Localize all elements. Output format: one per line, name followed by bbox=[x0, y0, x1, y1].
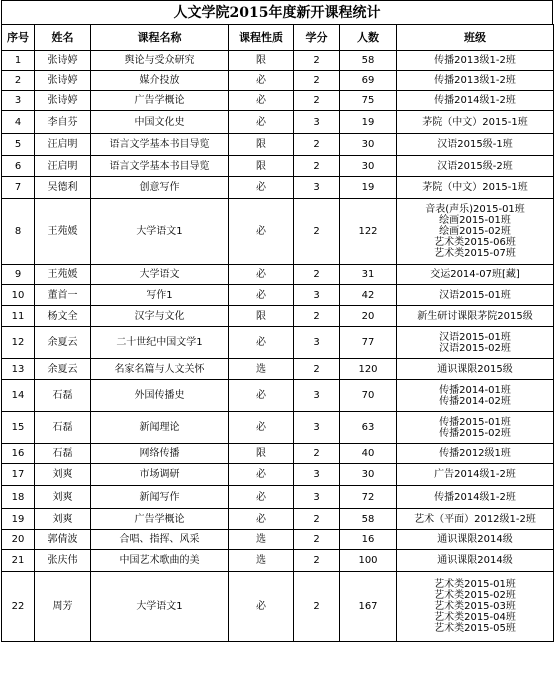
cell-name: 杨文全 bbox=[35, 306, 91, 327]
class-line: 艺术类2015-07班 bbox=[434, 248, 516, 259]
cell-class bbox=[397, 359, 554, 380]
table-row bbox=[2, 464, 554, 486]
table-row bbox=[2, 91, 554, 111]
cell-name: 余夏云 bbox=[35, 327, 91, 359]
table-row bbox=[2, 327, 554, 359]
cell-count: 40 bbox=[340, 444, 397, 464]
cell-course: 广告学概论 bbox=[91, 509, 229, 530]
class-line: 艺术类2015-01班 bbox=[434, 579, 516, 590]
cell-no: 20 bbox=[2, 530, 35, 550]
cell-count: 69 bbox=[340, 71, 397, 91]
class-line: 传播2014-01班 bbox=[439, 384, 511, 396]
table-row bbox=[2, 509, 554, 530]
cell-credit: 2 bbox=[294, 71, 340, 91]
cell-type: 限 bbox=[229, 306, 294, 327]
cell-course: 大学语文1 bbox=[91, 572, 229, 642]
cell-class bbox=[397, 380, 554, 412]
class-line: 汉语2015-02班 bbox=[439, 342, 511, 354]
table-row bbox=[2, 380, 554, 412]
class-line: 绘画2015-02班 bbox=[439, 226, 511, 237]
cell-class bbox=[397, 177, 554, 199]
table-row bbox=[2, 359, 554, 380]
cell-no: 22 bbox=[2, 572, 35, 642]
class-line: 新生研讨课限茅院2015级 bbox=[417, 310, 533, 322]
cell-type: 必 bbox=[229, 464, 294, 486]
cell-type: 限 bbox=[229, 444, 294, 464]
cell-class bbox=[397, 327, 554, 359]
cell-count: 72 bbox=[340, 486, 397, 509]
cell-count: 70 bbox=[340, 380, 397, 412]
cell-course: 网络传播 bbox=[91, 444, 229, 464]
cell-course: 创意写作 bbox=[91, 177, 229, 199]
cell-no: 21 bbox=[2, 550, 35, 572]
cell-course: 汉字与文化 bbox=[91, 306, 229, 327]
cell-count: 42 bbox=[340, 285, 397, 306]
cell-name: 刘爽 bbox=[35, 509, 91, 530]
cell-course: 写作1 bbox=[91, 285, 229, 306]
cell-name: 汪启明 bbox=[35, 156, 91, 177]
class-line: 传播2012级1班 bbox=[439, 448, 511, 459]
cell-credit: 3 bbox=[294, 412, 340, 444]
cell-name: 吴德利 bbox=[35, 177, 91, 199]
cell-no: 5 bbox=[2, 134, 35, 156]
cell-credit: 2 bbox=[294, 509, 340, 530]
cell-credit: 2 bbox=[294, 156, 340, 177]
class-line: 艺术类2015-06班 bbox=[434, 237, 516, 248]
cell-name: 周芳 bbox=[35, 572, 91, 642]
cell-no: 2 bbox=[2, 71, 35, 91]
class-line: 传播2013级1-2班 bbox=[434, 75, 516, 86]
cell-no: 12 bbox=[2, 327, 35, 359]
cell-course: 合唱、指挥、风采 bbox=[91, 530, 229, 550]
cell-course: 媒介投放 bbox=[91, 71, 229, 91]
cell-no: 4 bbox=[2, 111, 35, 134]
class-line: 绘画2015-01班 bbox=[439, 215, 511, 226]
cell-name: 石磊 bbox=[35, 412, 91, 444]
class-line: 茅院（中文）2015-1班 bbox=[422, 116, 528, 128]
cell-type: 必 bbox=[229, 327, 294, 359]
table-row bbox=[2, 134, 554, 156]
header-class: 班级 bbox=[397, 25, 554, 51]
cell-credit: 2 bbox=[294, 199, 340, 265]
header-credit: 学分 bbox=[294, 25, 340, 51]
cell-type: 选 bbox=[229, 550, 294, 572]
cell-type: 必 bbox=[229, 486, 294, 509]
table-row bbox=[2, 572, 554, 642]
cell-type: 选 bbox=[229, 359, 294, 380]
cell-course: 中国艺术歌曲的美 bbox=[91, 550, 229, 572]
table-row bbox=[2, 199, 554, 265]
cell-credit: 3 bbox=[294, 464, 340, 486]
cell-class bbox=[397, 530, 554, 550]
table-row bbox=[2, 156, 554, 177]
header-course: 课程名称 bbox=[91, 25, 229, 51]
cell-no: 7 bbox=[2, 177, 35, 199]
cell-count: 63 bbox=[340, 412, 397, 444]
cell-name: 张庆伟 bbox=[35, 550, 91, 572]
cell-course: 广告学概论 bbox=[91, 91, 229, 111]
cell-class bbox=[397, 51, 554, 71]
table-row bbox=[2, 285, 554, 306]
cell-name: 刘爽 bbox=[35, 486, 91, 509]
header-type: 课程性质 bbox=[229, 25, 294, 51]
cell-no: 1 bbox=[2, 51, 35, 71]
cell-credit: 2 bbox=[294, 444, 340, 464]
cell-no: 19 bbox=[2, 509, 35, 530]
class-line: 通识课限2014级 bbox=[437, 555, 513, 566]
cell-name: 刘爽 bbox=[35, 464, 91, 486]
table-row bbox=[2, 51, 554, 71]
cell-credit: 3 bbox=[294, 327, 340, 359]
cell-count: 19 bbox=[340, 177, 397, 199]
class-line: 艺术类2015-04班 bbox=[434, 612, 516, 623]
header-name: 姓名 bbox=[35, 25, 91, 51]
header-row bbox=[2, 25, 554, 51]
course-statistics-sheet bbox=[1, 0, 553, 642]
cell-class bbox=[397, 509, 554, 530]
cell-count: 20 bbox=[340, 306, 397, 327]
cell-name: 张诗婷 bbox=[35, 51, 91, 71]
cell-no: 15 bbox=[2, 412, 35, 444]
cell-class bbox=[397, 199, 554, 265]
cell-no: 13 bbox=[2, 359, 35, 380]
table-row bbox=[2, 486, 554, 509]
cell-type: 必 bbox=[229, 509, 294, 530]
cell-credit: 2 bbox=[294, 134, 340, 156]
cell-course: 新闻写作 bbox=[91, 486, 229, 509]
table-row bbox=[2, 550, 554, 572]
header-no: 序号 bbox=[2, 25, 35, 51]
cell-type: 必 bbox=[229, 412, 294, 444]
cell-class bbox=[397, 111, 554, 134]
cell-class bbox=[397, 265, 554, 285]
cell-class bbox=[397, 486, 554, 509]
cell-class bbox=[397, 464, 554, 486]
cell-name: 余夏云 bbox=[35, 359, 91, 380]
class-line: 通识课限2015级 bbox=[437, 363, 513, 375]
cell-course: 名家名篇与人文关怀 bbox=[91, 359, 229, 380]
cell-type: 必 bbox=[229, 71, 294, 91]
cell-type: 必 bbox=[229, 177, 294, 199]
cell-class bbox=[397, 550, 554, 572]
cell-type: 必 bbox=[229, 380, 294, 412]
class-line: 汉语2015-01班 bbox=[439, 289, 511, 301]
cell-type: 选 bbox=[229, 530, 294, 550]
cell-credit: 3 bbox=[294, 285, 340, 306]
cell-no: 14 bbox=[2, 380, 35, 412]
table-row bbox=[2, 71, 554, 91]
cell-count: 122 bbox=[340, 199, 397, 265]
cell-count: 30 bbox=[340, 156, 397, 177]
class-line: 传播2014级1-2班 bbox=[434, 95, 516, 106]
cell-count: 77 bbox=[340, 327, 397, 359]
cell-no: 9 bbox=[2, 265, 35, 285]
class-line: 传播2014级1-2班 bbox=[434, 491, 516, 503]
cell-name: 汪启明 bbox=[35, 134, 91, 156]
class-line: 传播2015-02班 bbox=[439, 427, 511, 439]
cell-course: 新闻理论 bbox=[91, 412, 229, 444]
cell-name: 张诗婷 bbox=[35, 91, 91, 111]
cell-no: 11 bbox=[2, 306, 35, 327]
cell-no: 6 bbox=[2, 156, 35, 177]
cell-type: 限 bbox=[229, 156, 294, 177]
cell-name: 石磊 bbox=[35, 444, 91, 464]
cell-name: 李自芬 bbox=[35, 111, 91, 134]
cell-credit: 2 bbox=[294, 550, 340, 572]
cell-credit: 2 bbox=[294, 306, 340, 327]
cell-class bbox=[397, 91, 554, 111]
class-line: 艺术（平面）2012级1-2班 bbox=[414, 513, 536, 525]
table-row bbox=[2, 412, 554, 444]
cell-class bbox=[397, 444, 554, 464]
cell-count: 75 bbox=[340, 91, 397, 111]
cell-course: 舆论与受众研究 bbox=[91, 51, 229, 71]
cell-credit: 2 bbox=[294, 51, 340, 71]
table-row bbox=[2, 265, 554, 285]
cell-name: 张诗婷 bbox=[35, 71, 91, 91]
course-table bbox=[1, 24, 554, 642]
cell-no: 8 bbox=[2, 199, 35, 265]
cell-credit: 3 bbox=[294, 486, 340, 509]
cell-course: 大学语文 bbox=[91, 265, 229, 285]
cell-course: 中国文化史 bbox=[91, 111, 229, 134]
cell-name: 王苑媛 bbox=[35, 199, 91, 265]
cell-course: 市场调研 bbox=[91, 464, 229, 486]
cell-class bbox=[397, 412, 554, 444]
cell-credit: 2 bbox=[294, 265, 340, 285]
cell-credit: 2 bbox=[294, 359, 340, 380]
cell-class bbox=[397, 134, 554, 156]
sheet-title: 人文学院2015年度新开课程统计 bbox=[1, 0, 553, 24]
header-count: 人数 bbox=[340, 25, 397, 51]
cell-count: 120 bbox=[340, 359, 397, 380]
class-line: 汉语2015级-1班 bbox=[437, 139, 513, 150]
class-line: 传播2014-02班 bbox=[439, 395, 511, 407]
class-line: 汉语2015级-2班 bbox=[437, 160, 513, 172]
cell-count: 30 bbox=[340, 134, 397, 156]
cell-type: 必 bbox=[229, 91, 294, 111]
table-row bbox=[2, 306, 554, 327]
cell-count: 167 bbox=[340, 572, 397, 642]
cell-name: 王苑媛 bbox=[35, 265, 91, 285]
class-line: 传播2015-01班 bbox=[439, 416, 511, 428]
class-line: 音表(声乐)2015-01班 bbox=[425, 204, 525, 215]
class-line: 艺术类2015-03班 bbox=[434, 601, 516, 612]
cell-type: 必 bbox=[229, 111, 294, 134]
class-line: 茅院（中文）2015-1班 bbox=[422, 182, 528, 193]
cell-count: 19 bbox=[340, 111, 397, 134]
cell-credit: 3 bbox=[294, 111, 340, 134]
cell-class bbox=[397, 285, 554, 306]
class-line: 广告2014级1-2班 bbox=[434, 469, 516, 480]
class-line: 艺术类2015-05班 bbox=[434, 623, 516, 634]
cell-no: 18 bbox=[2, 486, 35, 509]
cell-name: 石磊 bbox=[35, 380, 91, 412]
cell-class bbox=[397, 71, 554, 91]
cell-name: 董首一 bbox=[35, 285, 91, 306]
cell-type: 必 bbox=[229, 199, 294, 265]
table-body bbox=[2, 51, 554, 642]
cell-count: 30 bbox=[340, 464, 397, 486]
cell-course: 二十世纪中国文学1 bbox=[91, 327, 229, 359]
class-line: 汉语2015-01班 bbox=[439, 331, 511, 343]
cell-name: 郭倩波 bbox=[35, 530, 91, 550]
cell-class bbox=[397, 156, 554, 177]
cell-no: 17 bbox=[2, 464, 35, 486]
cell-count: 58 bbox=[340, 509, 397, 530]
cell-type: 限 bbox=[229, 134, 294, 156]
cell-course: 大学语文1 bbox=[91, 199, 229, 265]
class-line: 通识课限2014级 bbox=[437, 534, 513, 545]
cell-course: 语言文学基本书目导览 bbox=[91, 134, 229, 156]
class-line: 交运2014-07班[藏] bbox=[430, 269, 520, 280]
cell-type: 必 bbox=[229, 572, 294, 642]
cell-course: 外国传播史 bbox=[91, 380, 229, 412]
cell-credit: 2 bbox=[294, 572, 340, 642]
cell-credit: 3 bbox=[294, 177, 340, 199]
cell-course: 语言文学基本书目导览 bbox=[91, 156, 229, 177]
cell-class bbox=[397, 306, 554, 327]
table-row bbox=[2, 444, 554, 464]
table-row bbox=[2, 177, 554, 199]
cell-count: 31 bbox=[340, 265, 397, 285]
table-row bbox=[2, 530, 554, 550]
cell-credit: 2 bbox=[294, 91, 340, 111]
class-line: 艺术类2015-02班 bbox=[434, 590, 516, 601]
cell-class bbox=[397, 572, 554, 642]
cell-no: 10 bbox=[2, 285, 35, 306]
cell-credit: 2 bbox=[294, 530, 340, 550]
cell-type: 必 bbox=[229, 285, 294, 306]
cell-count: 100 bbox=[340, 550, 397, 572]
cell-count: 58 bbox=[340, 51, 397, 71]
cell-no: 3 bbox=[2, 91, 35, 111]
table-row bbox=[2, 111, 554, 134]
cell-type: 限 bbox=[229, 51, 294, 71]
cell-count: 16 bbox=[340, 530, 397, 550]
cell-credit: 3 bbox=[294, 380, 340, 412]
cell-no: 16 bbox=[2, 444, 35, 464]
cell-type: 必 bbox=[229, 265, 294, 285]
class-line: 传播2013级1-2班 bbox=[434, 55, 516, 66]
